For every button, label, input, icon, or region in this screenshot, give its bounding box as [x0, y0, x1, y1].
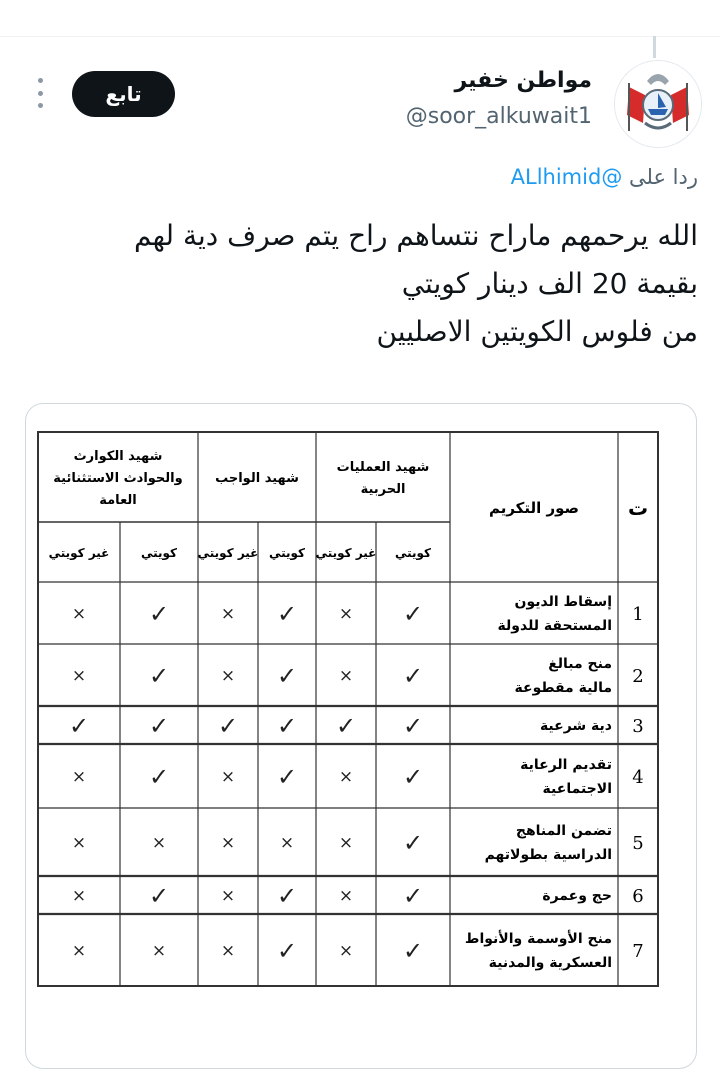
check-mark: ✓ [148, 662, 170, 690]
user-handle[interactable]: @soor_alkuwait1 [405, 104, 592, 129]
check-mark: ✓ [148, 600, 170, 628]
cross-mark: × [71, 767, 87, 787]
honors-table [26, 404, 696, 1068]
check-mark: ✓ [402, 882, 424, 910]
row-label: دية شرعية [539, 718, 612, 734]
check-mark: ✓ [276, 937, 298, 965]
row-label: منح مبالغ [548, 656, 612, 672]
row-label: حج وعمرة [542, 888, 612, 904]
cross-mark: × [151, 833, 167, 853]
group-header: شهيد العمليات [336, 460, 430, 475]
kuwait-emblem-icon [615, 61, 701, 147]
tweet-text [38, 212, 698, 356]
follow-button[interactable]: تابع [72, 71, 175, 117]
check-mark: ✓ [148, 712, 170, 740]
thread-line [653, 36, 656, 58]
sub-header: كويتي [394, 546, 432, 560]
check-mark: ✓ [148, 763, 170, 791]
row-label: مالية مقطوعة [514, 680, 612, 696]
cross-mark: × [338, 767, 354, 787]
row-number: 5 [632, 833, 644, 854]
tweet-line: من فلوس الكويتين الاصليين [376, 315, 698, 348]
cross-mark: × [220, 833, 236, 853]
check-mark: ✓ [148, 882, 170, 910]
row-number: 6 [632, 886, 644, 907]
attached-image[interactable] [25, 403, 697, 1069]
check-mark: ✓ [276, 882, 298, 910]
check-mark: ✓ [276, 763, 298, 791]
cross-mark: × [338, 604, 354, 624]
check-mark: ✓ [335, 712, 357, 740]
avatar[interactable] [614, 60, 702, 148]
cross-mark: × [71, 604, 87, 624]
group-header: العامة [99, 493, 137, 508]
cross-mark: × [338, 666, 354, 686]
row-number: 1 [632, 604, 644, 625]
check-mark: ✓ [68, 712, 90, 740]
cross-mark: × [220, 666, 236, 686]
row-label: تقديم الرعاية [520, 757, 612, 773]
header-item: صور التكريم [488, 499, 580, 517]
check-mark: ✓ [402, 600, 424, 628]
top-bar [0, 0, 720, 37]
cross-mark: × [220, 604, 236, 624]
check-mark: ✓ [276, 600, 298, 628]
row-label: إسقاط الديون [514, 594, 612, 610]
row-label: المستحقة للدولة [497, 618, 612, 634]
check-mark: ✓ [276, 712, 298, 740]
check-mark: ✓ [217, 712, 239, 740]
row-label: العسكرية والمدنية [488, 955, 612, 971]
sub-header: غير كويتي [197, 546, 259, 560]
cross-mark: × [220, 767, 236, 787]
cross-mark: × [71, 833, 87, 853]
check-mark: ✓ [402, 712, 424, 740]
reply-context [511, 165, 698, 189]
sub-header: غير كويتي [315, 546, 377, 560]
row-number: 7 [632, 941, 644, 962]
row-label: الاجتماعية [542, 781, 612, 797]
tweet-line: الله يرحمهم ماراح نتساهم راح يتم صرف دية لهم [134, 219, 698, 252]
row-label: الدراسية بطولاتهم [484, 847, 612, 863]
cross-mark: × [71, 666, 87, 686]
more-options-icon[interactable] [36, 78, 44, 108]
group-header: الحربية [360, 482, 406, 497]
sub-header: غير كويتي [48, 546, 110, 560]
cross-mark: × [279, 833, 295, 853]
cross-mark: × [71, 941, 87, 961]
cross-mark: × [338, 886, 354, 906]
reply-prefix: ردا على [629, 165, 698, 189]
check-mark: ✓ [402, 829, 424, 857]
header-index: ت [627, 496, 649, 520]
row-number: 4 [632, 767, 644, 788]
group-header: شهيد الكوارث [73, 449, 163, 464]
reply-mention-link[interactable]: @ALlhimid [510, 165, 623, 189]
cross-mark: × [338, 833, 354, 853]
display-name[interactable]: مواطن خفير [454, 68, 592, 93]
check-mark: ✓ [276, 662, 298, 690]
tweet-line: بقيمة 20 الف دينار كويتي [401, 267, 698, 300]
row-number: 2 [632, 666, 644, 687]
group-header: والحوادث الاستثنائية [53, 471, 183, 486]
sub-header: كويتي [268, 546, 306, 560]
cross-mark: × [151, 941, 167, 961]
cross-mark: × [71, 886, 87, 906]
row-number: 3 [632, 716, 644, 737]
cross-mark: × [220, 886, 236, 906]
cross-mark: × [338, 941, 354, 961]
sub-header: كويتي [140, 546, 178, 560]
cross-mark: × [220, 941, 236, 961]
check-mark: ✓ [402, 763, 424, 791]
row-label: تضمن المناهج [515, 823, 612, 839]
check-mark: ✓ [402, 662, 424, 690]
group-header: شهيد الواجب [215, 471, 299, 486]
check-mark: ✓ [402, 937, 424, 965]
row-label: منح الأوسمة والأنواط [464, 931, 612, 947]
